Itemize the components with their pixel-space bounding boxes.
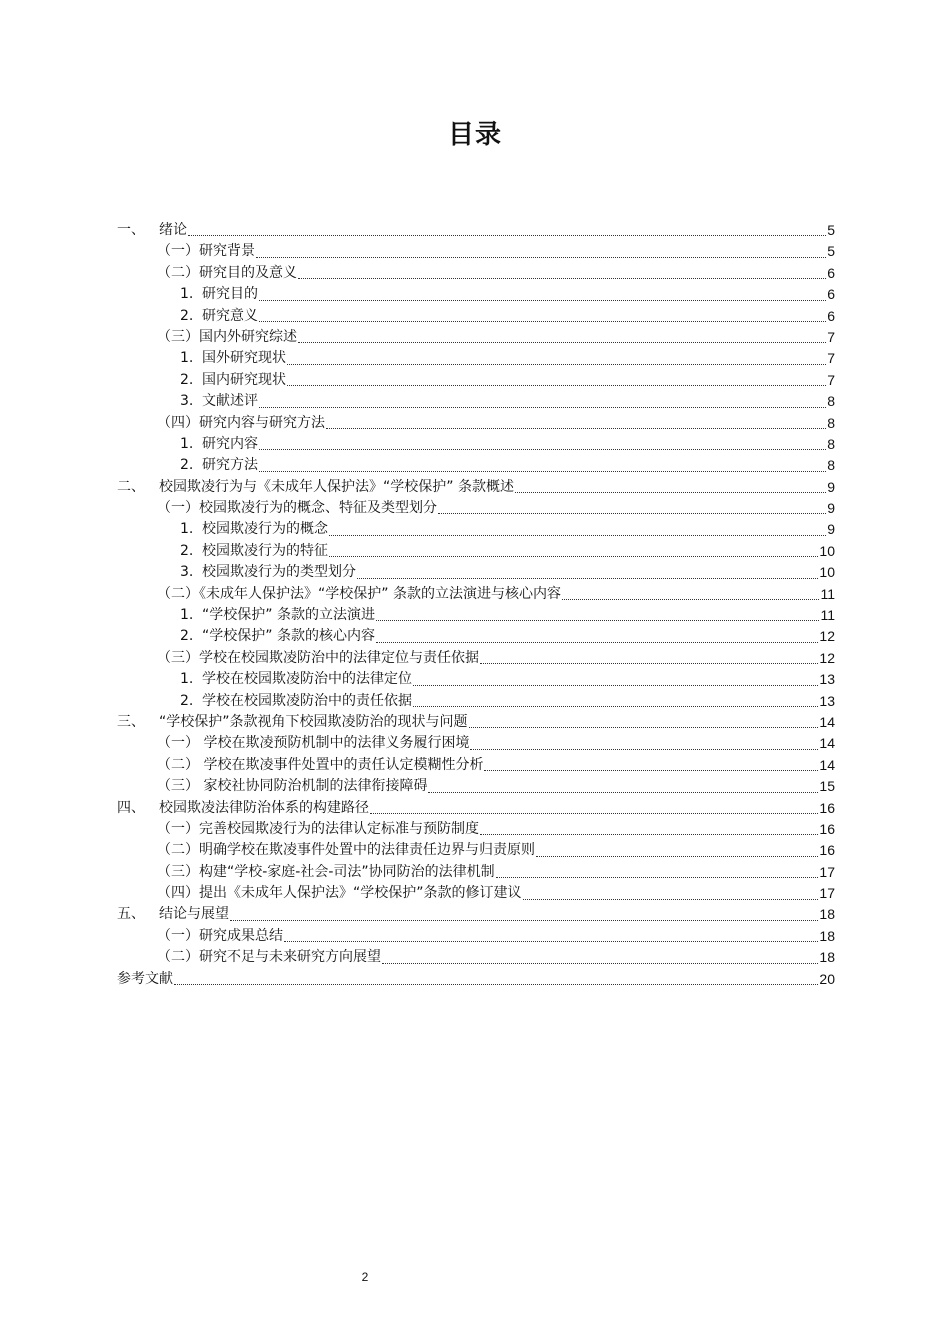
toc-entry[interactable] xyxy=(117,348,835,369)
toc-dot-leader xyxy=(370,812,818,814)
toc-entry-title: （二）研究不足与未来研究方向展望 xyxy=(157,949,381,966)
toc-dot-leader xyxy=(496,876,819,878)
toc-entry[interactable] xyxy=(117,519,835,540)
toc-entry-number: 二、 xyxy=(117,478,145,495)
toc-entry-title: （一）研究成果总结 xyxy=(157,927,283,944)
toc-entry-page: 10 xyxy=(819,564,835,581)
toc-dot-leader xyxy=(188,234,826,236)
toc-entry-number: 2. xyxy=(180,371,194,388)
toc-entry-page: 12 xyxy=(819,649,835,666)
toc-entry-number: 一、 xyxy=(117,221,145,238)
toc-entry-page: 9 xyxy=(827,521,835,538)
toc-entry-title: 研究意义 xyxy=(202,307,258,324)
toc-dot-leader xyxy=(259,406,826,408)
toc-entry[interactable] xyxy=(117,648,835,669)
toc-entry-page: 9 xyxy=(827,478,835,495)
toc-entry-number: 2. xyxy=(180,457,194,474)
toc-entry[interactable] xyxy=(117,584,835,605)
toc-entry[interactable] xyxy=(117,220,835,241)
toc-dot-leader xyxy=(259,470,826,472)
toc-entry-title: （一）校园欺凌行为的概念、特征及类型划分 xyxy=(157,500,437,517)
toc-entry-page: 6 xyxy=(827,286,835,303)
toc-entry[interactable] xyxy=(117,477,835,498)
toc-entry[interactable] xyxy=(117,691,835,712)
toc-dot-leader xyxy=(484,769,818,771)
toc-entry-page: 13 xyxy=(819,671,835,688)
toc-entry-title: （三） 家校社协同防治机制的法律衔接障碍 xyxy=(157,778,428,795)
toc-entry-title: 研究方法 xyxy=(202,457,258,474)
toc-entry[interactable] xyxy=(117,327,835,348)
toc-entry[interactable] xyxy=(117,455,835,476)
page-number: 2 xyxy=(361,1270,369,1284)
toc-entry-page: 17 xyxy=(819,863,835,880)
toc-dot-leader xyxy=(329,555,818,557)
toc-dot-leader xyxy=(480,833,818,835)
toc-entry-page: 8 xyxy=(827,414,835,431)
toc-dot-leader xyxy=(326,427,826,429)
toc-entry-page: 9 xyxy=(827,500,835,517)
toc-entry[interactable] xyxy=(117,883,835,904)
toc-entry-page: 20 xyxy=(819,970,835,987)
toc-entry-title: “学校保护” 条款的核心内容 xyxy=(202,628,375,645)
toc-entry[interactable] xyxy=(117,733,835,754)
toc-entry-page: 16 xyxy=(819,820,835,837)
toc-entry-page: 8 xyxy=(827,435,835,452)
toc-entry[interactable] xyxy=(117,862,835,883)
toc-entry[interactable] xyxy=(117,562,835,583)
toc-entry-title: 校园欺凌行为与《未成年人保护法》“学校保护” 条款概述 xyxy=(159,478,514,495)
toc-entry-title: （二） 学校在欺凌事件处置中的责任认定模糊性分析 xyxy=(157,756,484,773)
toc-entry[interactable] xyxy=(117,669,835,690)
toc-entry-page: 16 xyxy=(819,842,835,859)
toc-dot-leader xyxy=(536,855,818,857)
toc-entry-page: 7 xyxy=(827,371,835,388)
toc-entry[interactable] xyxy=(117,798,835,819)
toc-entry[interactable] xyxy=(117,776,835,797)
toc-dot-leader xyxy=(174,983,818,985)
page-title: 目录 xyxy=(447,120,502,150)
toc-dot-leader xyxy=(438,512,826,514)
toc-entry-page: 12 xyxy=(819,628,835,645)
toc-dot-leader xyxy=(523,898,819,900)
toc-entry-title: 学校在校园欺凌防治中的责任依据 xyxy=(202,692,412,709)
toc-dot-leader xyxy=(480,662,818,664)
toc-entry[interactable] xyxy=(117,370,835,391)
toc-entry-page: 8 xyxy=(827,457,835,474)
toc-entry[interactable] xyxy=(117,626,835,647)
toc-entry-title: 校园欺凌行为的特征 xyxy=(202,542,328,559)
toc-entry[interactable] xyxy=(117,947,835,968)
toc-entry-number: 1. xyxy=(180,607,194,624)
toc-entry-number: 1. xyxy=(180,435,194,452)
toc-entry-page: 14 xyxy=(819,735,835,752)
toc-dot-leader xyxy=(329,534,826,536)
toc-dot-leader xyxy=(287,384,826,386)
toc-dot-leader xyxy=(515,491,826,493)
toc-entry-page: 8 xyxy=(827,393,835,410)
toc-entry-title: 校园欺凌行为的概念 xyxy=(202,521,328,538)
toc-entry-page: 5 xyxy=(827,243,835,260)
toc-entry-page: 10 xyxy=(819,542,835,559)
toc-dot-leader xyxy=(230,919,818,921)
toc-entry-page: 5 xyxy=(827,221,835,238)
toc-entry-page: 17 xyxy=(819,885,835,902)
toc-entry[interactable] xyxy=(117,969,835,990)
toc-entry-page: 18 xyxy=(819,927,835,944)
toc-entry[interactable] xyxy=(117,391,835,412)
toc-entry[interactable] xyxy=(117,306,835,327)
toc-entry-title: 学校在校园欺凌防治中的法律定位 xyxy=(202,671,412,688)
toc-entry-title: （三）学校在校园欺凌防治中的法律定位与责任依据 xyxy=(157,649,479,666)
toc-entry-page: 13 xyxy=(819,692,835,709)
toc-entry-title: （三）国内外研究综述 xyxy=(157,328,297,345)
toc-entry-page: 18 xyxy=(819,949,835,966)
toc-entry[interactable] xyxy=(117,498,835,519)
toc-entry-title: （二）明确学校在欺凌事件处置中的法律责任边界与归责原则 xyxy=(157,842,535,859)
toc-entry[interactable] xyxy=(117,712,835,733)
toc-entry-page: 18 xyxy=(819,906,835,923)
toc-entry-title: （二）《未成年人保护法》“学校保护” 条款的立法演进与核心内容 xyxy=(157,585,561,602)
toc-entry-number: 1. xyxy=(180,350,194,367)
toc-dot-leader xyxy=(259,299,826,301)
toc-entry[interactable] xyxy=(117,541,835,562)
toc-dot-leader xyxy=(469,726,819,728)
toc-dot-leader xyxy=(413,684,818,686)
toc-entry[interactable] xyxy=(117,413,835,434)
toc-entry-number: 2. xyxy=(180,692,194,709)
toc-entry[interactable] xyxy=(117,926,835,947)
toc-entry-number: 1. xyxy=(180,521,194,538)
toc-entry[interactable] xyxy=(117,263,835,284)
toc-entry[interactable] xyxy=(117,840,835,861)
toc-entry-number: 2. xyxy=(180,542,194,559)
toc-dot-leader xyxy=(287,363,826,365)
toc-entry-title: 研究目的 xyxy=(202,286,258,303)
toc-entry-page: 11 xyxy=(820,585,835,602)
toc-entry-page: 15 xyxy=(819,778,835,795)
toc-entry-title: （四）提出《未成年人保护法》“学校保护”条款的修订建议 xyxy=(157,885,522,902)
toc-entry-title: 研究内容 xyxy=(202,435,258,452)
toc-entry-title: （二）研究目的及意义 xyxy=(157,264,297,281)
toc-dot-leader xyxy=(298,277,826,279)
toc-entry-page: 14 xyxy=(819,756,835,773)
toc-entry-title: 绪论 xyxy=(159,221,187,238)
toc-dot-leader xyxy=(259,320,826,322)
toc-dot-leader xyxy=(256,256,826,258)
toc-entry-title: “学校保护” 条款的立法演进 xyxy=(202,607,375,624)
toc-dot-leader xyxy=(376,641,818,643)
toc-entry-number: 三、 xyxy=(117,713,145,730)
toc-dot-leader xyxy=(470,748,818,750)
toc-entry-number: 四、 xyxy=(117,799,145,816)
toc-dot-leader xyxy=(562,598,819,600)
toc-entry-page: 14 xyxy=(819,713,835,730)
toc-entry-page: 11 xyxy=(820,607,835,624)
toc-entry-title: 文献述评 xyxy=(202,393,258,410)
toc-entry-title: 参考文献 xyxy=(117,970,173,987)
toc-entry-title: 国外研究现状 xyxy=(202,350,286,367)
toc-entry-title: 校园欺凌法律防治体系的构建路径 xyxy=(159,799,369,816)
toc-dot-leader xyxy=(259,448,826,450)
toc-entry-page: 7 xyxy=(827,328,835,345)
toc-entry-title: 校园欺凌行为的类型划分 xyxy=(202,564,356,581)
toc-entry-number: 2. xyxy=(180,628,194,645)
toc-entry-title: （一） 学校在欺凌预防机制中的法律义务履行困境 xyxy=(157,735,470,752)
toc-dot-leader xyxy=(382,962,818,964)
toc-entry-number: 3. xyxy=(180,564,194,581)
toc-dot-leader xyxy=(284,940,818,942)
toc-entry-page: 6 xyxy=(827,264,835,281)
toc-entry[interactable] xyxy=(117,905,835,926)
toc-dot-leader xyxy=(298,341,826,343)
toc-entry-number: 1. xyxy=(180,286,194,303)
table-of-contents xyxy=(117,220,835,990)
toc-entry-title: “学校保护”条款视角下校园欺凌防治的现状与问题 xyxy=(159,713,468,730)
toc-entry-page: 16 xyxy=(819,799,835,816)
toc-entry[interactable] xyxy=(117,434,835,455)
toc-entry[interactable] xyxy=(117,605,835,626)
toc-entry-title: 国内研究现状 xyxy=(202,371,286,388)
toc-dot-leader xyxy=(428,791,818,793)
toc-dot-leader xyxy=(376,619,819,621)
toc-dot-leader xyxy=(357,577,818,579)
toc-entry-page: 6 xyxy=(827,307,835,324)
toc-entry-title: 结论与展望 xyxy=(159,906,229,923)
toc-entry-page: 7 xyxy=(827,350,835,367)
toc-entry-title: （一）完善校园欺凌行为的法律认定标准与预防制度 xyxy=(157,820,479,837)
toc-entry[interactable] xyxy=(117,241,835,262)
toc-entry-number: 1. xyxy=(180,671,194,688)
toc-entry-title: （一）研究背景 xyxy=(157,243,255,260)
toc-entry-title: （四）研究内容与研究方法 xyxy=(157,414,325,431)
toc-entry-number: 2. xyxy=(180,307,194,324)
toc-entry-title: （三）构建“学校-家庭-社会-司法”协同防治的法律机制 xyxy=(157,863,495,880)
toc-dot-leader xyxy=(413,705,818,707)
toc-entry[interactable] xyxy=(117,755,835,776)
toc-entry[interactable] xyxy=(117,284,835,305)
toc-entry[interactable] xyxy=(117,819,835,840)
toc-entry-number: 3. xyxy=(180,393,194,410)
toc-entry-number: 五、 xyxy=(117,906,145,923)
